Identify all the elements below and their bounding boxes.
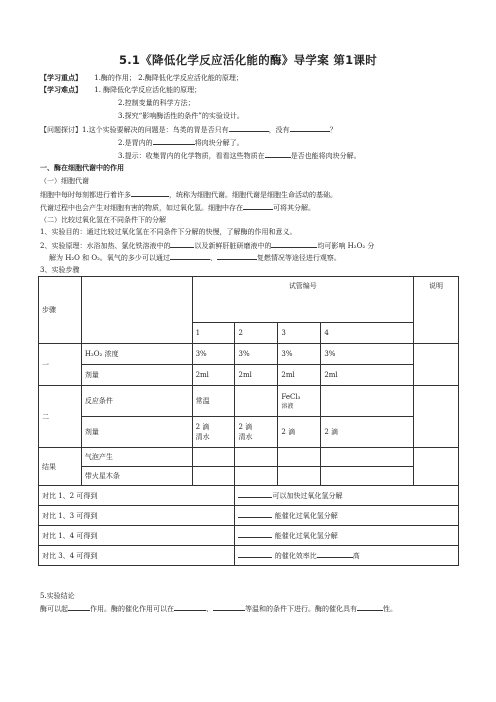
paragraph-text: ，统称为细胞代谢。细胞代谢是细胞生命活动的基础。 <box>169 191 337 199</box>
drops-text: 2 滴 <box>238 423 253 431</box>
row-label: 气泡产生 <box>81 448 192 467</box>
comparison-label: 对比 1、3 可得到 <box>39 506 235 526</box>
inquiry-text: 3.提示：收集胃内的化学物质，看看这些物质在 <box>118 152 265 160</box>
focus-text: 1.酶的作用； 2.酶降低化学反应活化能的原理； <box>94 74 243 82</box>
water-text: 清水 <box>195 433 210 441</box>
comparison-text: 的催化效率比 <box>274 552 317 560</box>
fill-blank[interactable] <box>238 490 272 498</box>
paragraph-text: 2、实验原理：水浴加热、氯化铁溶液中的 <box>40 242 171 250</box>
result-label: 结果 <box>39 448 82 486</box>
fill-blank[interactable] <box>153 137 195 145</box>
comparison-text: 高 <box>352 552 360 560</box>
cell: 3% <box>321 344 414 365</box>
subsection-heading: （二）比较过氧化氢在不同条件下的分解 <box>40 216 166 224</box>
cell: 2ml <box>192 365 235 386</box>
fill-blank[interactable] <box>265 150 291 158</box>
group-label: 一 <box>39 344 82 386</box>
inquiry-text: 是否也能将肉块分解。 <box>290 152 361 160</box>
section-heading: 一、酶在细胞代谢中的作用 <box>40 164 124 172</box>
inquiry-q1 <box>40 124 337 135</box>
cell: 常温 <box>192 386 235 417</box>
cell <box>235 417 278 448</box>
experiment-principle-cont <box>49 252 341 263</box>
cell: 2ml <box>321 365 414 386</box>
cell[interactable] <box>235 467 278 486</box>
conclusion-heading: 5.实验结论 <box>40 592 75 600</box>
fill-blank[interactable] <box>238 530 272 538</box>
comparison-text: 能催化过氧化氢分解 <box>274 512 338 520</box>
cell <box>192 417 235 448</box>
paragraph-text: 代谢过程中也会产生对细胞有害的物质，如过氧化氢。细胞中存在 <box>40 204 243 212</box>
fill-blank[interactable] <box>131 189 169 197</box>
solution-label: 溶液 <box>281 402 294 410</box>
paragraph-text: 作用。酶的催化作用可以在 <box>90 605 174 613</box>
cell: 2ml <box>278 365 321 386</box>
paragraph-text: 可将其分解。 <box>273 204 315 212</box>
fill-blank[interactable] <box>243 202 273 210</box>
cell: 2ml <box>235 365 278 386</box>
cell[interactable] <box>321 467 414 486</box>
paragraph-text: 、 <box>206 605 213 613</box>
cell[interactable] <box>278 467 321 486</box>
comparison-answer <box>235 506 459 526</box>
fill-blank[interactable] <box>229 124 269 132</box>
comparison-answer <box>235 546 459 566</box>
paragraph-text: 性。 <box>383 605 397 613</box>
comparison-label: 对比 1、4 可得到 <box>39 526 235 546</box>
cell[interactable] <box>278 448 321 467</box>
tube-number: 3 <box>278 323 321 344</box>
fecl3-label: FeCl₃ <box>281 392 301 401</box>
cell[interactable] <box>321 448 414 467</box>
tube-number: 2 <box>235 323 278 344</box>
row-label: 剂量 <box>81 365 192 386</box>
fill-blank[interactable] <box>357 603 383 611</box>
water-text: 清水 <box>238 433 253 441</box>
focus-label: 【学习重点】 <box>40 74 82 82</box>
row-label: 剂量 <box>81 417 192 448</box>
fill-blank[interactable] <box>170 252 210 260</box>
fill-blank[interactable] <box>217 252 257 260</box>
difficulty-line <box>40 85 201 95</box>
cell: 3% <box>192 344 235 365</box>
tube-number-header: 试管编号 <box>192 277 413 323</box>
inquiry-text: ，没有 <box>268 126 290 134</box>
conclusion-text <box>40 603 397 614</box>
paragraph-text: 复燃情况等途径进行观察。 <box>256 254 341 262</box>
cell[interactable] <box>235 448 278 467</box>
cell[interactable] <box>235 386 278 417</box>
tube-number: 1 <box>192 323 235 344</box>
blank-cell <box>81 277 192 344</box>
cell: 3% <box>278 344 321 365</box>
cell[interactable] <box>192 448 235 467</box>
paragraph-text: 均可影响 H₂O₂ 分 <box>317 242 375 250</box>
difficulty-item: 3.探究“影响酶活性的条件”的实验设计。 <box>118 112 244 120</box>
inquiry-text: ？ <box>329 126 337 134</box>
inquiry-text: 1.这个实验要解决的问题是：鸟类的胃是否只有 <box>82 126 229 134</box>
fill-blank[interactable] <box>290 124 330 132</box>
fill-blank[interactable] <box>317 550 353 558</box>
difficulty-label: 【学习难点】 <box>40 86 82 94</box>
note-header: 说明 <box>414 277 459 344</box>
drops-text: 2 滴 <box>195 423 210 431</box>
comparison-answer <box>235 486 459 506</box>
note-cell[interactable] <box>414 448 459 486</box>
subsection-heading: （一）细胞代谢 <box>40 177 89 185</box>
paragraph-text: 酶可以起 <box>40 605 68 613</box>
paragraph <box>40 202 315 213</box>
fill-blank[interactable] <box>174 603 206 611</box>
fill-blank[interactable] <box>68 603 90 611</box>
experiment-purpose: 1、实验目的：通过比较过氧化氢在不同条件下分解的快慢，了解酶的作用和意义。 <box>40 228 297 236</box>
tube-number: 4 <box>321 323 414 344</box>
experiment-steps-heading: 3、实验步骤 <box>40 266 80 274</box>
fill-blank[interactable] <box>238 550 272 558</box>
fill-blank[interactable] <box>238 510 272 518</box>
paragraph-text: 解为 H₂O 和 O₂。氧气的多少可以通过 <box>49 254 170 262</box>
inquiry-text: 2.是胃内的 <box>118 139 153 147</box>
inquiry-text: 将肉块分解了。 <box>194 139 244 147</box>
fill-blank[interactable] <box>271 240 317 248</box>
inquiry-q2 <box>118 137 244 148</box>
paragraph <box>40 189 337 200</box>
cell[interactable] <box>192 467 235 486</box>
group-label: 二 <box>39 386 82 448</box>
comparison-text: 可以加快过氧化氢分解 <box>272 492 343 500</box>
comparison-text: 能催化过氧化氢分解 <box>274 532 338 540</box>
paragraph-text: 以及新鲜肝脏研磨液中的 <box>194 242 272 250</box>
difficulty-item: 1. 酶降低化学反应活化能的原理； <box>94 86 202 94</box>
cell[interactable] <box>321 386 414 417</box>
note-cell[interactable] <box>414 344 459 386</box>
paragraph-text: 细胞中每时每刻都进行着许多 <box>40 191 131 199</box>
cell: 3% <box>235 344 278 365</box>
paragraph-text: 等温和的条件下进行。酶的催化具有 <box>245 605 357 613</box>
paragraph-text: 、 <box>209 254 217 262</box>
inquiry-label: 【问题探讨】 <box>40 126 82 134</box>
focus-line <box>40 73 243 83</box>
page-title: 5.1《降低化学反应活化能的酶》导学案 第1课时 <box>118 53 378 67</box>
inquiry-q3 <box>118 150 361 161</box>
comparison-label: 对比 1、2 可得到 <box>39 486 235 506</box>
row-label: 带火星木条 <box>81 467 192 486</box>
experiment-table <box>38 276 459 566</box>
cell: 2 滴 <box>278 417 321 448</box>
row-label: H₂O₂ 浓度 <box>81 344 192 365</box>
difficulty-item: 2.控制变量的科学方法； <box>118 99 195 107</box>
cell <box>278 386 321 417</box>
cell: 2 滴 <box>321 417 414 448</box>
row-label: 反应条件 <box>81 386 192 417</box>
comparison-answer <box>235 526 459 546</box>
comparison-label: 对比 3、4 可得到 <box>39 546 235 566</box>
fill-blank[interactable] <box>170 240 194 248</box>
note-cell[interactable] <box>414 386 459 448</box>
step-header: 步骤 <box>39 277 82 344</box>
fill-blank[interactable] <box>213 603 245 611</box>
experiment-principle <box>40 240 374 251</box>
